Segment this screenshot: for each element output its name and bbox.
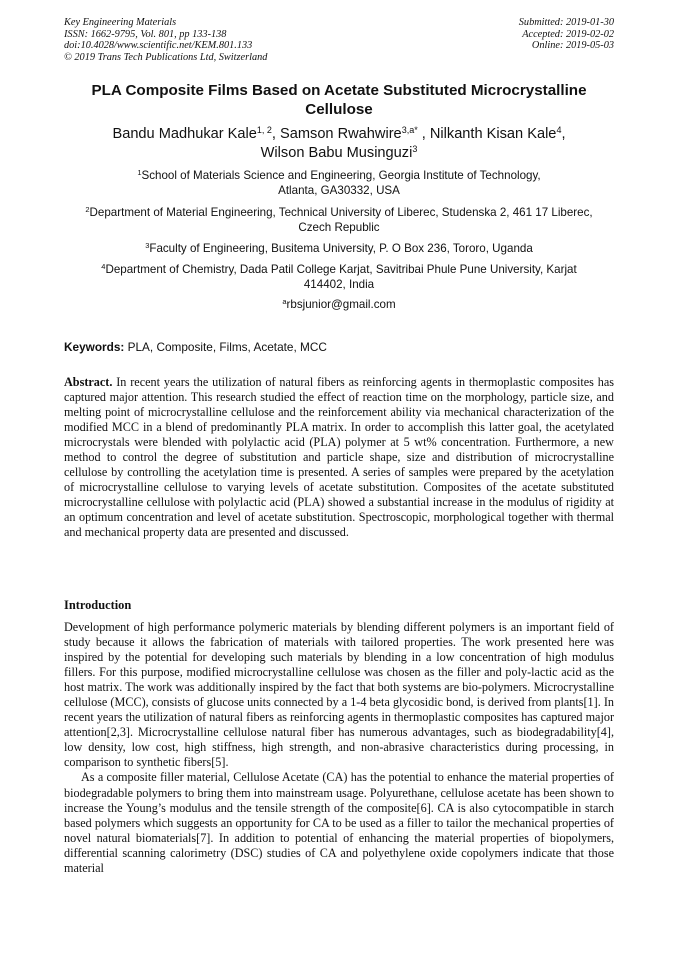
affiliation <box>64 205 614 235</box>
author-name: Bandu Madhukar Kale <box>112 126 257 142</box>
author-affiliation-mark: 4 <box>556 125 562 135</box>
affiliation-text: Faculty of Engineering, Busitema University, P. O Box 236, Tororo, Uganda <box>149 242 533 255</box>
accepted-date: Accepted: 2019-02-02 <box>522 28 614 40</box>
contact-email <box>64 297 614 312</box>
paragraph: As a composite filler material, Cellulose Acetate (CA) has the potential to enhance the material properties of biodegradable polymers to bring them into mainstream usage. Polyurethane, cellulose acetate has been shown to increase the Young’s modulus and the tensile strength of the composite[6]. CA is also cytocompatible in starch based polymers which suggests an opportunity for CA to be used as a filler to tailor the mechanical properties of novel natural biomaterials[7]. In addition to potential of enhancing the material properties of biopolymers, differential scanning calorimetry (DSC) studies of CA and polyethylene oxide copolymers indicate that those material <box>64 770 614 875</box>
author-affiliation-mark: 1, 2 <box>256 125 272 135</box>
copyright-line: © 2019 Trans Tech Publications Ltd, Switzerland <box>64 51 268 63</box>
affiliation-mark: 1 <box>137 168 142 177</box>
affiliation-mark: 2 <box>85 205 90 214</box>
author-list: Bandu Madhukar Kale$^{1, 2}$, Samson Rwahwire$^{3,a*}$ , Nilkanth Kisan Kale$^4$, Wilson Babu Musinguzi$^3$ <box>112 125 566 161</box>
keywords-label: Keywords: <box>64 340 125 354</box>
affiliation-mark: 4 <box>101 262 106 271</box>
keywords <box>64 340 614 355</box>
author-affiliation-mark: 3 <box>412 144 418 154</box>
paper-title: PLA Composite Films Based on Acetate Substituted Microcrystalline Cellulose <box>91 82 587 118</box>
introduction-body <box>64 620 614 876</box>
affiliation <box>64 168 614 198</box>
issn-line: ISSN: 1662-9795, Vol. 801, pp 133-138 <box>64 28 227 40</box>
affiliation-text: Department of Material Engineering, Technical University of Liberec, Studenska 2, 461 17 Liberec, Czech Republic <box>89 206 593 234</box>
author-name: Samson Rwahwire <box>280 126 402 142</box>
submitted-date: Submitted: 2019-01-30 <box>518 17 614 28</box>
affiliation <box>64 241 614 256</box>
affiliation-mark: 3 <box>145 241 150 250</box>
author-affiliation-mark: 3,a* <box>401 125 418 135</box>
section-heading-introduction: Introduction <box>64 598 132 612</box>
abstract <box>64 375 614 541</box>
online-date: Online: 2019-05-03 <box>531 40 614 51</box>
abstract-text: In recent years the utilization of natural fibers as reinforcing agents in thermoplastic composites has captured major attention. This research studied the effect of reaction time on the morphology, particle size, and melting point of microcrystalline cellulose and the reinforcement ability via mechanical characterization of the modified MCC in a blend of predominantly PLA matrix. In order to accomplish this latter goal, the acetylated microcrystals were blended with polylactic acid (PLA) polymer at 5 wt% concentration. Furthermore, a new method to control the degree of substitution and particle shape, size and distribution of microcrystalline cellulose by controlling the acetylation time is presented. A series of samples were prepared by the acetylation of microcrystalline cellulose to varying levels of acetate substitution. Composites of the acetate substituted microcrystalline cellulose with polylactic acid (PLA) showed a substantial increase in the modulus of rigidity at an optimum concentration and level of acetate substitution. Spectroscopic, morphological together with thermal and mechanical property data are presented and discussed. <box>64 375 614 540</box>
affiliation-text: Department of Chemistry, Dada Patil College Karjat, Savitribai Phule Pune University, Karjat 414402, India <box>105 263 577 291</box>
paragraph: Development of high performance polymeric materials by blending different polymers is an important field of study because it allows the fabrication of materials with tailored properties. The work presented here was inspired by the potential for developing such materials by blending in a low concentration of high modulus fillers. For this purpose, modified microcrystalline cellulose was chosen as the filler and poly-lactic acid as the host matrix. The work was additionally inspired by the fact that both systems are bio-polymers. Microcrystalline cellulose (MCC), consists of glucose units connected by a 1-4 beta glycosidic bond, is derived from plants[1]. In recent years the utilization of natural fibers as reinforcing agents in thermoplastic composites has captured major attention[2,3]. Microcrystalline cellulose natural fiber has numerous advantages, such as biodegradability[4], low density, low cost, high stiffness, high strength, and non-abrasive characteristics during processing, in comparison to synthetic fibers[5]. <box>64 620 614 770</box>
affiliation-mark: a <box>282 297 287 306</box>
email-address: rbsjunior@gmail.com <box>286 298 396 311</box>
affiliation-text: School of Materials Science and Engineering, Georgia Institute of Technology, Atlanta, GA30332, USA <box>141 169 541 197</box>
journal-header-right <box>519 17 614 52</box>
journal-header-left <box>64 17 267 63</box>
affiliation <box>64 262 614 292</box>
abstract-label: Abstract. <box>64 375 113 389</box>
author-name: Nilkanth Kisan Kale <box>429 126 557 142</box>
doi-line: doi:10.4028/www.scientific.net/KEM.801.133 <box>64 40 253 51</box>
journal-name: Key Engineering Materials <box>64 17 177 28</box>
author-name: Wilson Babu Musinguzi <box>260 145 413 161</box>
keywords-text: PLA, Composite, Films, Acetate, MCC <box>127 340 327 354</box>
